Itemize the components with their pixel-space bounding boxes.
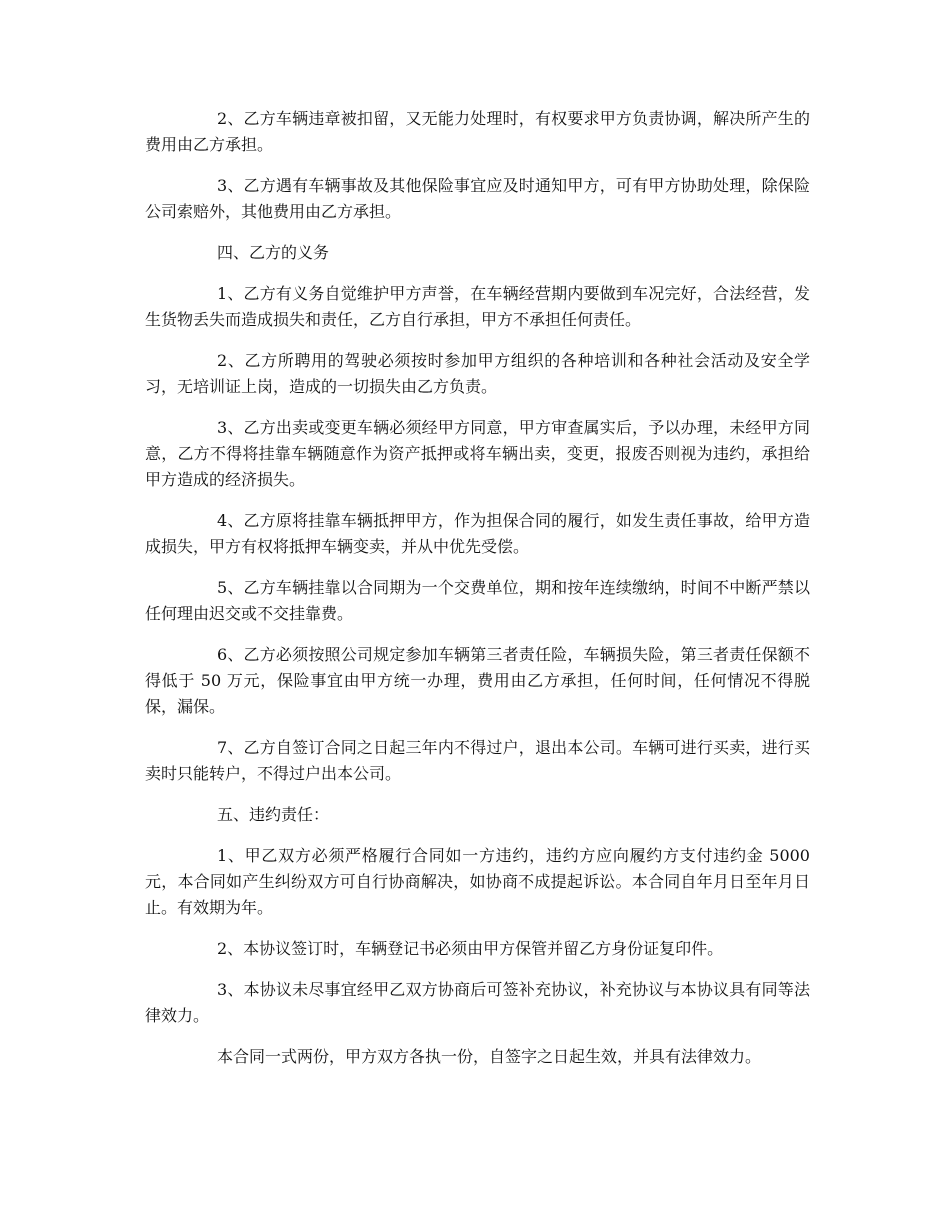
clause-4-6: 6、乙方必须按照公司规定参加车辆第三者责任险，车辆损失险，第三者责任保额不得低于 50 万元，保险事宜由甲方统一办理，费用由乙方承担，任何时间，任何情况不得脱保，漏保。 — [145, 645, 810, 716]
clause-3-2: 2、乙方车辆违章被扣留，又无能力处理时，有权要求甲方负责协调，解决所产生的费用由乙方承担。 — [145, 109, 810, 154]
clause-3-3: 3、乙方遇有车辆事故及其他保险事宜应及时通知甲方，可有甲方协助处理，除保险公司索赔外，其他费用由乙方承担。 — [145, 176, 810, 221]
clause-5-1: 1、甲乙双方必须严格履行合同如一方违约，违约方应向履约方支付违约金 5000 元，本合同如产生纠纷双方可自行协商解决，如协商不成提起诉讼。本合同自年月日至年月日止。有效期为年。 — [145, 846, 810, 917]
clause-4-1: 1、乙方有义务自觉维护甲方声誉，在车辆经营期内要做到车况完好，合法经营，发生货物丢失而造成损失和责任，乙方自行承担，甲方不承担任何责任。 — [145, 284, 810, 329]
clause-4-5: 5、乙方车辆挂靠以合同期为一个交费单位，期和按年连续缴纳，时间不中断严禁以任何理由迟交或不交挂靠费。 — [145, 578, 810, 623]
clause-4-3: 3、乙方出卖或变更车辆必须经甲方同意，甲方审查属实后，予以办理，未经甲方同意，乙方不得将挂靠车辆随意作为资产抵押或将车辆出卖，变更，报废否则视为违约，承担给甲方造成的经济损失。 — [145, 418, 810, 489]
clause-5-3: 3、本协议未尽事宜经甲乙双方协商后可签补充协议，补充协议与本协议具有同等法律效力。 — [145, 980, 810, 1025]
section-heading-5: 五、违约责任： — [217, 805, 330, 824]
clause-4-2: 2、乙方所聘用的驾驶必须按时参加甲方组织的各种培训和各种社会活动及安全学习，无培训证上岗，造成的一切损失由乙方负责。 — [145, 351, 810, 396]
document-page — [145, 106, 810, 1085]
clause-4-7: 7、乙方自签订合同之日起三年内不得过户，退出本公司。车辆可进行买卖，进行买卖时只能转户，不得过户出本公司。 — [145, 738, 810, 783]
clause-4-4: 4、乙方原将挂靠车辆抵押甲方，作为担保合同的履行，如发生责任事故，给甲方造成损失，甲方有权将抵押车辆变卖，并从中优先受偿。 — [145, 511, 810, 556]
section-heading-4: 四、乙方的义务 — [217, 243, 330, 262]
clause-5-2: 2、本协议签订时，车辆登记书必须由甲方保管并留乙方身份证复印件。 — [217, 939, 724, 958]
closing-statement: 本合同一式两份，甲方双方各执一份，自签字之日起生效，并具有法律效力。 — [217, 1047, 762, 1066]
